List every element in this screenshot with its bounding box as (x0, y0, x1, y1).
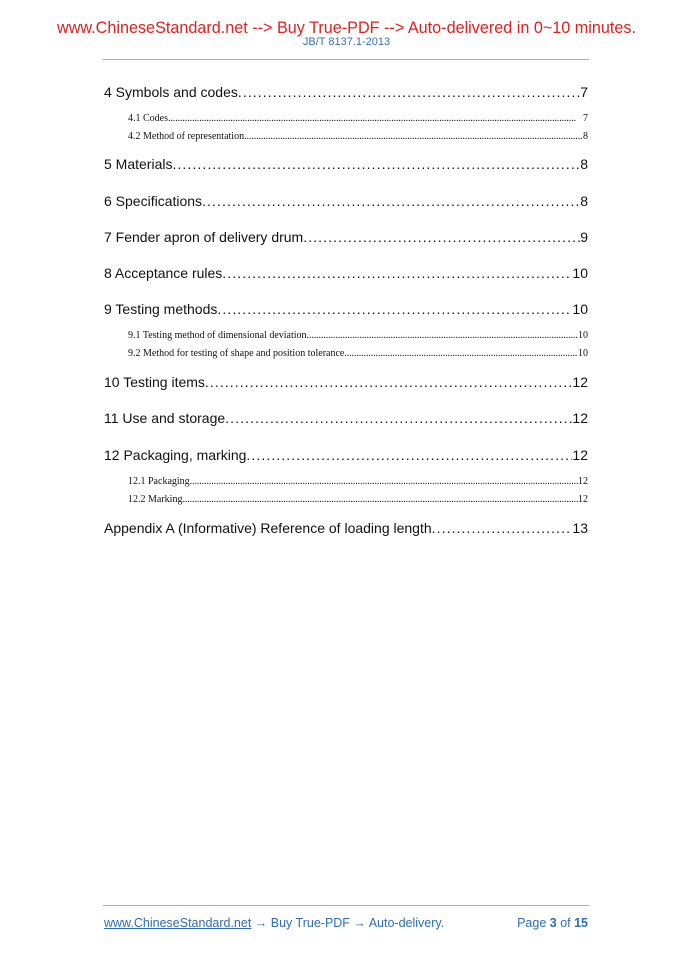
current-page-number: 3 (549, 916, 557, 930)
toc-entry[interactable] (104, 265, 588, 281)
footer-tagline: → Buy True-PDF → Auto-delivery. (251, 916, 445, 930)
toc-leader-dots (246, 447, 572, 463)
toc-subentry[interactable] (128, 348, 588, 359)
toc-leader-dots (168, 113, 583, 124)
toc-leader-dots (202, 193, 580, 209)
toc-entry-page: 13 (572, 520, 588, 536)
toc-entry-page: 7 (580, 84, 588, 100)
toc-entry-page: 12 (578, 476, 588, 487)
toc-entry[interactable] (104, 84, 588, 100)
toc-entry[interactable] (104, 374, 588, 390)
toc-leader-dots (222, 265, 572, 281)
toc-entry-title: 9.2 Method for testing of shape and position tolerance (128, 348, 345, 359)
toc-entry-page: 8 (583, 131, 588, 142)
document-id: JB/T 8137.1-2013 (302, 36, 391, 48)
toc-leader-dots (172, 156, 580, 172)
toc-leader-dots (205, 374, 573, 390)
toc-subentry[interactable] (128, 476, 588, 487)
toc-entry-title: 12 Packaging, marking (104, 447, 247, 463)
toc-entry[interactable] (104, 193, 588, 209)
toc-entry-title: 4.1 Codes (128, 113, 168, 124)
toc-entry-title: 6 Specifications (104, 193, 203, 209)
toc-entry-page: 7 (583, 113, 588, 124)
toc-leader-dots (182, 494, 578, 505)
header-divider (103, 59, 589, 60)
toc-entry-page: 12 (572, 447, 588, 463)
toc-entry-title: 11 Use and storage (104, 410, 226, 426)
toc-subentry[interactable] (128, 131, 588, 142)
toc-entry[interactable] (104, 301, 588, 317)
toc-leader-dots (307, 330, 578, 341)
toc-leader-dots (432, 520, 573, 536)
toc-subentry[interactable] (128, 494, 588, 505)
toc-entry-title: 8 Acceptance rules (104, 265, 223, 281)
toc-subentry[interactable] (128, 113, 588, 124)
toc-leader-dots (238, 84, 580, 100)
toc-entry-title: 4.2 Method of representation (128, 131, 245, 142)
toc-entry[interactable] (104, 156, 588, 172)
toc-entry-page: 10 (572, 301, 588, 317)
toc-leader-dots (303, 229, 580, 245)
toc-entry-title: 12.1 Packaging (128, 476, 190, 487)
toc-entry-title: 7 Fender apron of delivery drum (104, 229, 304, 245)
toc-entry[interactable] (104, 410, 588, 426)
toc-leader-dots (344, 348, 578, 359)
toc-entry-title: 5 Materials (104, 156, 173, 172)
toc-entry-page: 8 (580, 156, 588, 172)
toc-entry-title: 9 Testing methods (104, 301, 218, 317)
toc-entry-page: 12 (572, 374, 588, 390)
footer-divider (103, 905, 589, 906)
toc-entry[interactable] (104, 447, 588, 463)
page-of-word: of (556, 916, 575, 930)
toc-entry-title: Appendix A (Informative) Reference of loading length (104, 520, 432, 536)
page-word: Page (517, 916, 550, 930)
total-page-count: 15 (574, 916, 588, 930)
toc-entry-page: 10 (572, 265, 588, 281)
toc-leader-dots (217, 301, 572, 317)
toc-leader-dots (190, 476, 578, 487)
toc-subentry[interactable] (128, 330, 588, 341)
toc-entry-title: 9.1 Testing method of dimensional deviation (128, 330, 307, 341)
toc-entry-title: 4 Symbols and codes (104, 84, 238, 100)
toc-entry-title: 12.2 Marking (128, 494, 183, 505)
toc-leader-dots (225, 410, 572, 426)
toc-entry-page: 12 (572, 410, 588, 426)
promo-banner[interactable]: www.ChineseStandard.net --> Buy True-PDF --> Auto-delivered in 0~10 minutes. (57, 19, 636, 37)
toc-leader-dots (244, 131, 583, 142)
footer-site-link[interactable]: www.ChineseStandard.net (104, 916, 252, 930)
toc-entry-page: 8 (580, 193, 588, 209)
page-indicator (517, 916, 588, 930)
toc-entry-page: 9 (580, 229, 588, 245)
toc-entry[interactable] (104, 229, 588, 245)
toc-entry-page: 10 (578, 348, 588, 359)
toc-entry-page: 10 (578, 330, 588, 341)
toc-entry-page: 12 (578, 494, 588, 505)
page-footer (104, 916, 588, 930)
toc-entry-title: 10 Testing items (104, 374, 205, 390)
toc-entry[interactable] (104, 520, 588, 536)
